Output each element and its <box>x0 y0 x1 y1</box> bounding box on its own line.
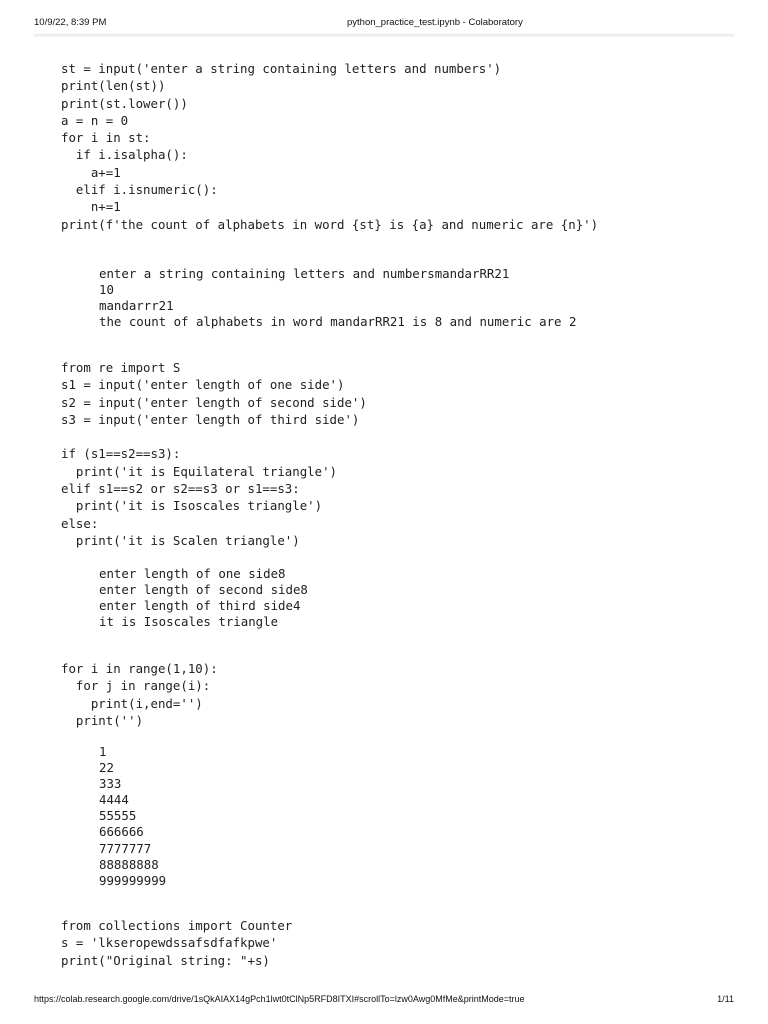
page-footer <box>0 990 768 1014</box>
output-string-count: enter a string containing letters and numbersmandarRR21 10 mandarrr21 the count of alphabets in word mandarRR21 is 8 and numeric are 2 <box>99 266 577 330</box>
print-datetime: 10/9/22, 8:39 PM <box>34 17 107 28</box>
output-number-pattern: 1 22 333 4444 55555 666666 7777777 88888888 999999999 <box>99 744 167 888</box>
document-title: python_practice_test.ipynb - Colaboratory <box>347 17 523 28</box>
code-cell-number-pattern[interactable]: for i in range(1,10): for j in range(i): print(i,end='') print('') <box>61 661 218 728</box>
code-cell-counter[interactable]: from collections import Counter s = 'lkseropewdssafsdfafkpwe' print("Original string: "+s) <box>61 918 293 968</box>
page-number: 1/11 <box>717 994 734 1004</box>
code-cell-triangle[interactable]: from re import S s1 = input('enter length of one side') s2 = input('enter length of second side') s3 = input('enter length of third side') if (s1==s2==s3): print('it is Equilateral triangle') elif s1==s2 or s2==s3 or s1==s3: print('it is Isoscales triangle') else: print('it is Scalen triangle') <box>61 360 367 548</box>
page-url: https://colab.research.google.com/drive/1sQkAIAX14gPch1lwt0tClNp5RFD8ITXI#scrollTo=lzw0Awg0MfMe&printMode=true <box>34 994 525 1004</box>
code-cell-string-count[interactable]: st = input('enter a string containing letters and numbers') print(len(st)) print(st.lower()) a = n = 0 for i in st: if i.isalpha(): a+=1 elif i.isnumeric(): n+=1 print(f'the count of alphabets in word {st} is {a} and numeric are {n}') <box>61 61 599 232</box>
output-triangle: enter length of one side8 enter length of second side8 enter length of third side4 it is Isoscales triangle <box>99 566 308 630</box>
